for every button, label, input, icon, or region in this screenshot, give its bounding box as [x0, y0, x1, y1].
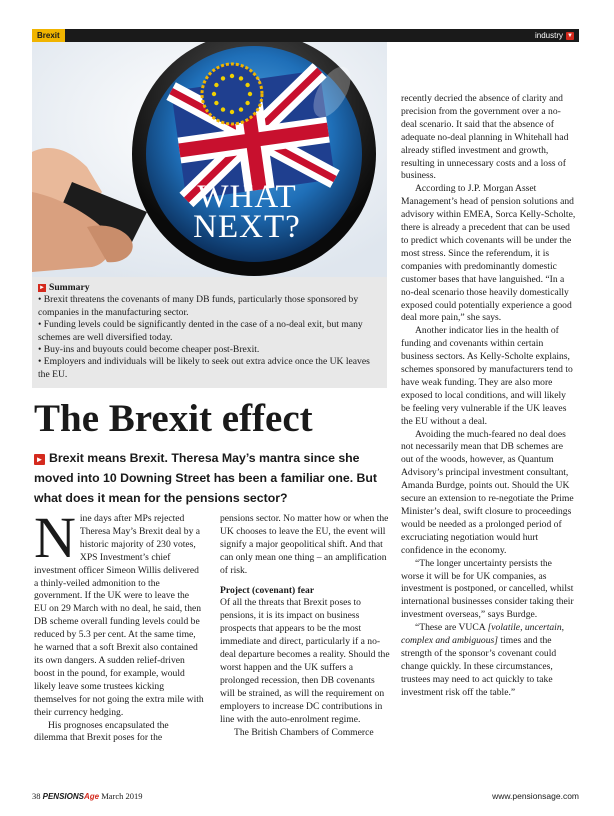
- paragraph-text: “These are VUCA: [415, 622, 488, 634]
- chevron-right-icon: ►: [39, 284, 45, 291]
- body-paragraph: [34, 505, 204, 720]
- body-paragraph: Avoiding the much-feared no deal does not necessarily mean that DB schemes are out of the woods, however, as Quantum Advisory’s principal investment consultant, Amanda Burdge, points out. Should the UK secure an extension to re-negotiate the Prime Minister’s deal, swift closure to proceedings would be needed as a prolonged period of excruciating negotiation would hurt confidence in the economy.: [401, 428, 574, 556]
- body-paragraph: [401, 622, 576, 699]
- body-paragraph: recently decried the absence of clarity and precision from the government over a no-deal scenario. It said that the absence of adequate no-deal planning in Whitehall had already stifled investment and growth, resulting in unnecessary costs and a loss of business.: [401, 93, 569, 182]
- brand-accent: Age: [83, 792, 100, 801]
- summary-box: [32, 277, 387, 388]
- page-footer: [32, 790, 579, 802]
- article-column-3: [401, 93, 576, 700]
- category-tag: [535, 29, 574, 42]
- article-headline: The Brexit effect: [34, 397, 313, 440]
- page-number: 38: [32, 791, 41, 801]
- italic-aside: [volatile, uncertain, complex and ambiguous]: [401, 622, 565, 647]
- drop-cap: N: [34, 505, 76, 570]
- subheading: Project (covenant) fear: [220, 584, 315, 596]
- body-paragraph: “The longer uncertainty persists the worse it will be for UK companies, as investment is postponed, or cancelled, whilst international businesses consider taking their investment overseas,” says Burdge.: [401, 557, 574, 621]
- brand-logo: [43, 792, 99, 801]
- hero-line-1: WHAT: [197, 179, 297, 215]
- summary-item: • Employers and individuals will be likely to seek out extra advice once the UK leaves the EU.: [38, 356, 370, 380]
- chevron-down-icon: ▼: [567, 32, 573, 39]
- body-paragraph: His prognoses encapsulated the dilemma that Brexit poses for the: [34, 719, 169, 744]
- body-paragraph: The British Chambers of Commerce: [234, 726, 374, 738]
- chevron-right-icon: ►: [35, 455, 44, 464]
- body-paragraph: pensions sector. No matter how or when the UK chooses to leave the EU, the event will signify a major geopolitical shift. And that can only mean one thing – an amplification of risk.: [220, 513, 389, 576]
- article-column-2: [220, 513, 390, 739]
- body-paragraph: Of all the threats that Brexit poses to pensions, it is its impact on business prospects that appears to be the most immediate and direct, particularly if a no-deal departure becomes a reality. Should the worst happen and the UK suffers a prolonged recession, then DB covenants will be strained, as will the requirement on employers to increase DC contributions in line with the auto-enrolment regime.: [220, 597, 390, 725]
- issue-date: March 2019: [101, 791, 143, 801]
- paragraph-text: ine days after MPs rejected Theresa May’s Brexit deal by a historic majority of 230 votes, XPS Investment’s chief investment officer Simeon Willis delivered a thinly-veiled admonition to the government. If the UK were to leave the EU on 29 March with no deal, he said, then DB scheme overall funding levels could be reduced by 5.3 per cent. At the same time, he warned that a soft Brexit also contained its own dangers. A sudden relief-driven boost in the pound, for example, would likely leave some trustees kicking themselves for not going the extra mile with their currency hedging.: [34, 513, 204, 718]
- summary-item: • Funding levels could be significantly dented in the case of a no-deal exit, but many schemes are well diversified today.: [38, 319, 363, 343]
- spacer: [220, 578, 390, 585]
- summary-title: [38, 282, 381, 294]
- summary-item: • Brexit threatens the covenants of many DB funds, particularly those sponsored by companies in the manufacturing sector.: [38, 294, 359, 318]
- hero-line-2: NEXT?: [193, 209, 301, 245]
- body-paragraph: Another indicator lies in the health of funding and covenants within certain business sectors. As Kelly-Scholte explains, schemes sponsored by manufacturers tend to have weak funding. They are also more exposed to local conditions, and will likely be feeling very vulnerable if the UK leaves the EU without a deal.: [401, 325, 573, 427]
- brand-main: PENSIONS: [42, 792, 84, 801]
- section-header-bar: [32, 29, 579, 42]
- article-standfirst: [34, 448, 394, 508]
- website-url: www.pensionsage.com: [492, 791, 579, 801]
- summary-item: • Buy-ins and buyouts could become cheaper post-Brexit.: [38, 344, 260, 356]
- category-label: industry: [534, 31, 563, 40]
- hero-caption: [167, 179, 327, 245]
- section-tag: Brexit: [32, 29, 65, 42]
- summary-title-text: Summary: [49, 282, 90, 293]
- standfirst-text: Brexit means Brexit. Theresa May’s mantra since she moved into 10 Downing Street has been a familiar one. But what does it mean for the pensions sector?: [34, 451, 378, 505]
- footer-left: [32, 790, 143, 803]
- paragraph-text: times and the strength of the sponsor’s covenant could change quickly. In these circumstances, trustees may need to act quickly to take investment risk off the table.”: [401, 635, 557, 698]
- body-paragraph: According to J.P. Morgan Asset Management’s head of pension solutions and advisory within EMEA, Sorca Kelly-Scholte, there is already a precedent that can be used to predict which covenants will be under the most stress. Since the referendum, it is companies with predominantly domestic customer bases that have languished. “In a no-deal scenario those heavily domestically exposed could potentially experience a good deal more pain,” she says.: [401, 183, 576, 324]
- hero-illustration: [32, 42, 387, 277]
- article-column-1: [34, 505, 204, 745]
